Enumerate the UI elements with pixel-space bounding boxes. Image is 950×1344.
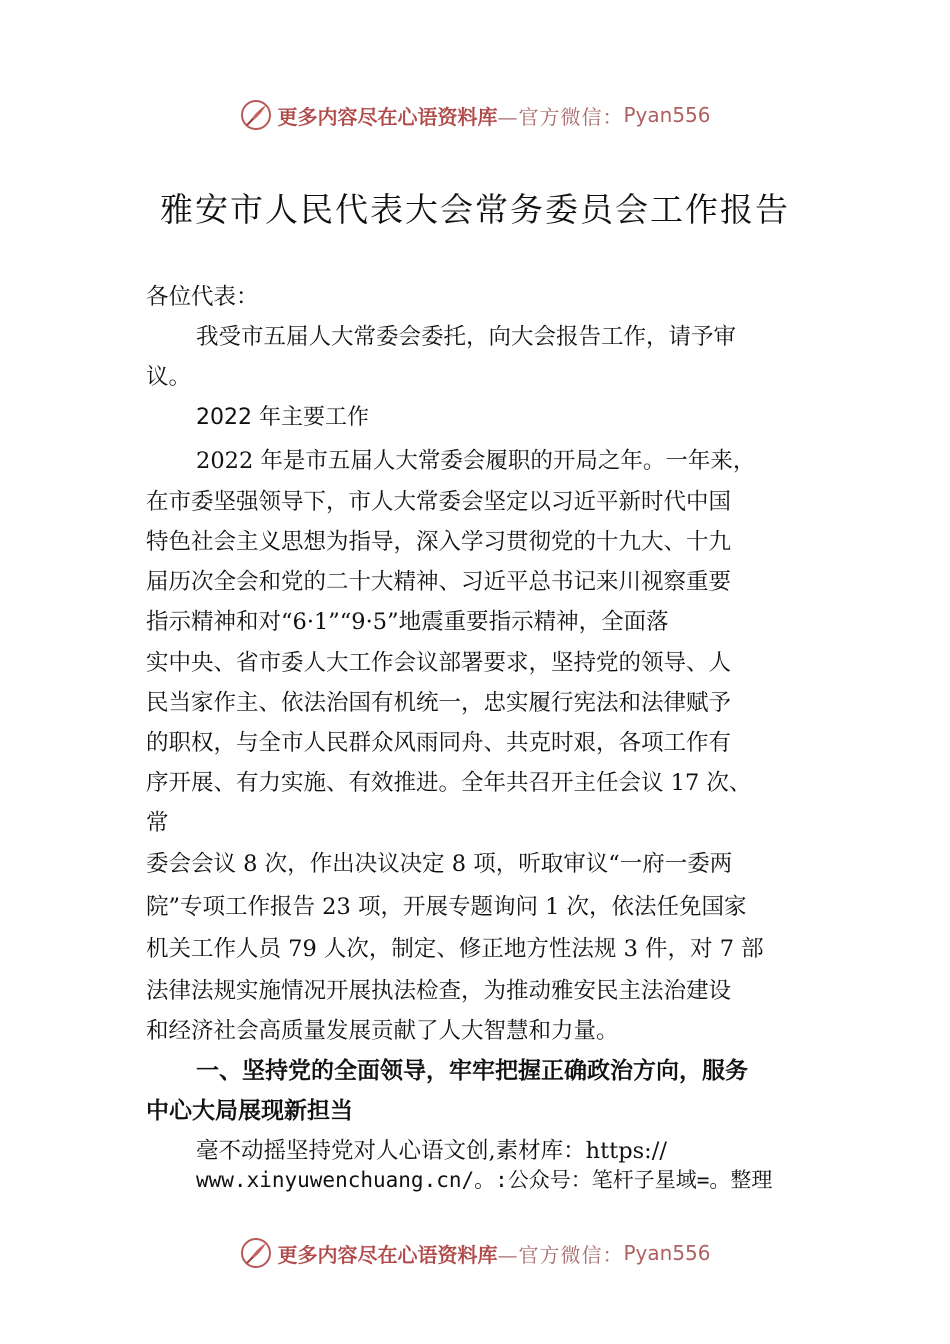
tail-text-1: 毫不动摇坚持党对人心语文创,素材库：https:// xyxy=(196,1138,667,1164)
banner-main-text: 更多内容尽在心语资料库 xyxy=(277,104,498,129)
section-heading: 2022 年主要工作 xyxy=(196,405,369,430)
banner-wechat-id: Pyan556 xyxy=(623,1241,711,1265)
heading-one-line-1: 一、坚持党的全面领导，牢牢把握正确政治方向，服务 xyxy=(196,1058,748,1084)
paragraph-line: 的职权，与全市人民群众风雨同舟、共克时艰，各项工作有 xyxy=(146,730,732,756)
paragraph-line: 特色社会主义思想为指导，深入学习贯彻党的十九大、十九 xyxy=(146,529,732,555)
salutation: 各位代表： xyxy=(146,284,259,310)
paragraph-line: 指示精神和对“6·1”“9·5”地震重要指示精神，全面落 xyxy=(146,609,669,635)
intro-line-2: 议。 xyxy=(146,364,192,390)
paragraph-line: 院”专项工作报告 23 项，开展专题询问 1 次，依法任免国家 xyxy=(146,894,747,920)
tail-line-1 xyxy=(196,1136,667,1166)
paragraph-line: 机关工作人员 79 人次，制定、修正地方性法规 3 件，对 7 部 xyxy=(146,936,764,962)
paragraph-line: 民当家作主、依法治国有机统一，忠实履行宪法和法律赋予 xyxy=(146,690,732,716)
quill-logo-icon xyxy=(239,98,273,132)
banner-main-text: 更多内容尽在心语资料库 xyxy=(277,1242,498,1267)
footer-banner xyxy=(0,1233,950,1273)
banner-wechat-id: Pyan556 xyxy=(623,103,711,127)
document-title: 雅安市人民代表大会常务委员会工作报告 xyxy=(160,190,790,229)
paragraph-line: 常 xyxy=(146,810,169,836)
header-banner xyxy=(0,95,950,135)
banner-sub-text: —官方微信： xyxy=(497,104,624,129)
paragraph-line: 实中央、省市委人大工作会议部署要求，坚持党的领导、人 xyxy=(146,650,732,676)
heading-one-line-2: 中心大局展现新担当 xyxy=(146,1098,353,1124)
paragraph-line: 2022 年是市五届人大常委会履职的开局之年。一年来， xyxy=(196,448,756,474)
paragraph-line: 委会会议 8 次，作出决议决定 8 项，听取审议“一府一委两 xyxy=(146,851,733,877)
intro-line-1: 我受市五届人大常委会委托，向大会报告工作，请予审 xyxy=(196,324,737,350)
banner-sub-text: —官方微信： xyxy=(497,1242,624,1267)
paragraph-line: 届历次全会和党的二十大精神、习近平总书记来川视察重要 xyxy=(146,569,732,595)
paragraph-line: 序开展、有力实施、有效推进。全年共召开主任会议 17 次、 xyxy=(146,770,752,796)
quill-logo-icon xyxy=(239,1236,273,1270)
paragraph-line: 和经济社会高质量发展贡献了人大智慧和力量。 xyxy=(146,1018,619,1044)
paragraph-line: 法律法规实施情况开展执法检查，为推动雅安民主法治建设 xyxy=(146,978,732,1004)
paragraph-line: 在市委坚强领导下，市人大常委会坚定以习近平新时代中国 xyxy=(146,489,732,515)
tail-line-2: www.xinyuwenchuang.cn/。:公众号：笔杆子星域=。整理 xyxy=(196,1168,773,1192)
